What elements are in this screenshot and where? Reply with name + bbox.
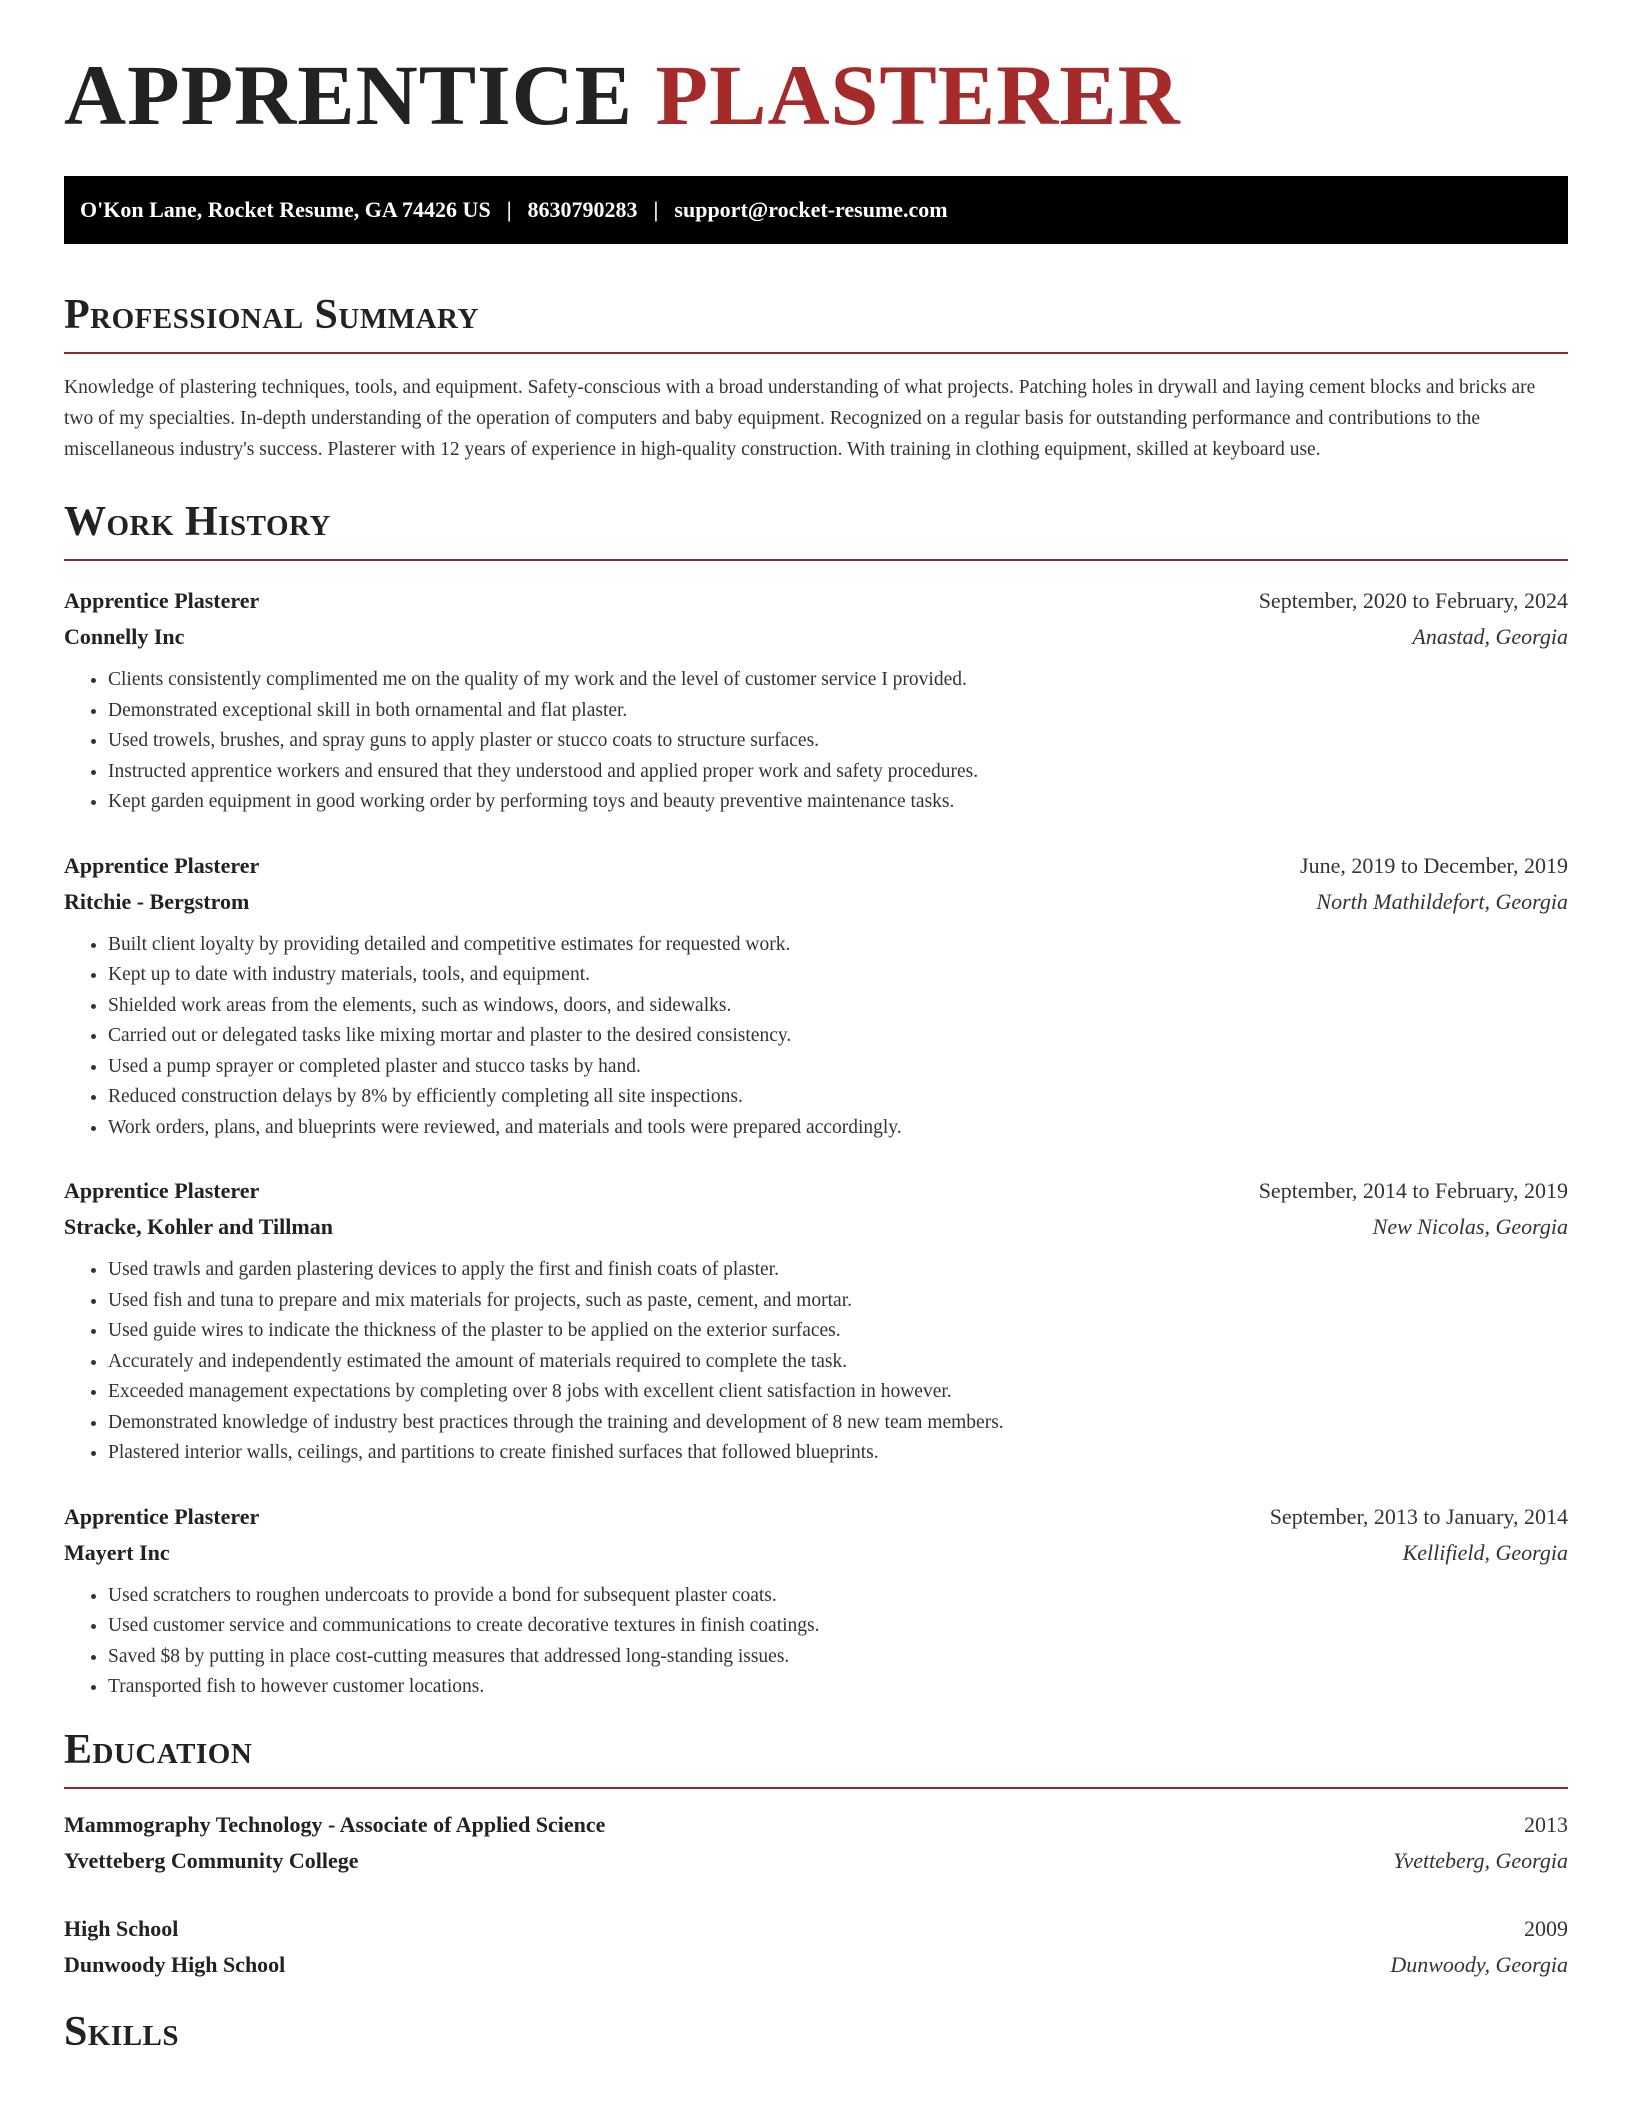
- job-dates: September, 2020 to February, 2024: [1258, 588, 1568, 613]
- contact-separator: |: [653, 197, 659, 222]
- resume-title: [64, 0, 1568, 143]
- bullet-item: • Kept garden equipment in good working order by performing toys and beauty preventive maintenance tasks.: [108, 787, 1568, 818]
- contact-separator: |: [506, 197, 512, 222]
- bullet-item: • Built client loyalty by providing detailed and competitive estimates for requested work.: [108, 930, 1568, 961]
- title-first: APPRENTICE: [64, 47, 634, 143]
- job-location: New Nicolas, Georgia: [1372, 1214, 1568, 1239]
- section-title-work-history: Work History: [64, 499, 331, 545]
- edu-school: Dunwoody High School: [64, 1951, 286, 1977]
- job-dates: June, 2019 to December, 2019: [1300, 852, 1568, 878]
- job-location: Kellifield, Georgia: [1402, 1539, 1568, 1565]
- edu-year: 2009: [1524, 1915, 1568, 1941]
- edu-degree: Mammography Technology - Associate of Applied Science: [64, 1811, 606, 1837]
- edu-location: Dunwoody, Georgia: [1390, 1951, 1568, 1977]
- bullet-item: • Used a pump sprayer or completed plaster and stucco tasks by hand.: [108, 1052, 1568, 1083]
- job-company: Ritchie - Bergstrom: [64, 888, 250, 914]
- job-entry: [64, 848, 1568, 1144]
- bullet-item: • Used customer service and communications to create decorative textures in finish coatings.: [108, 1611, 1568, 1642]
- bullet-item: • Instructed apprentice workers and ensured that they understood and applied proper work and safety procedures.: [108, 757, 1568, 788]
- edu-school: Yvetteberg Community College: [64, 1847, 359, 1873]
- job-company: Stracke, Kohler and Tillman: [64, 1214, 333, 1239]
- edu-year: 2013: [1524, 1811, 1568, 1837]
- job-entry: [64, 583, 1568, 818]
- bullet-item: • Saved $8 by putting in place cost-cutting measures that addressed long-standing issues.: [108, 1642, 1568, 1673]
- edu-location: Yvetteberg, Georgia: [1393, 1847, 1568, 1873]
- job-role: Apprentice Plasterer: [64, 852, 260, 878]
- section-divider: [64, 1787, 1568, 1789]
- bullet-item: • Used fish and tuna to prepare and mix materials for projects, such as paste, cement, and mortar.: [108, 1286, 1568, 1317]
- contact-email: support@rocket-resume.com: [674, 197, 948, 222]
- job-company: Mayert Inc: [64, 1539, 170, 1565]
- education-entry: [64, 1911, 1568, 1983]
- job-location: North Mathildefort, Georgia: [1316, 888, 1568, 914]
- contact-phone: 8630790283: [527, 197, 638, 222]
- bullet-item: • Accurately and independently estimated the amount of materials required to complete the task.: [108, 1347, 1568, 1378]
- job-role: Apprentice Plasterer: [64, 1503, 260, 1529]
- job-role: Apprentice Plasterer: [64, 588, 260, 613]
- bullet-item: • Reduced construction delays by 8% by efficiently completing all site inspections.: [108, 1082, 1568, 1113]
- bullet-item: • Shielded work areas from the elements, such as windows, doors, and sidewalks.: [108, 991, 1568, 1022]
- bullet-item: • Used scratchers to roughen undercoats to provide a bond for subsequent plaster coats.: [108, 1581, 1568, 1612]
- section-divider: [64, 559, 1568, 561]
- edu-degree: High School: [64, 1915, 179, 1941]
- bullet-item: • Demonstrated exceptional skill in both ornamental and flat plaster.: [108, 696, 1568, 727]
- summary-text: Knowledge of plastering techniques, tools, and equipment. Safety-conscious with a broad understanding of what projects. Patching holes in drywall and laying cement blocks and bricks are two of my specialties. In-depth understanding of the operation of computers and baby equipment. Recognized on a regular basis for outstanding performance and contributions to the miscellaneous industry's success. Plasterer with 12 years of experience in high-quality construction. With training in clothing equipment, skilled at keyboard use.: [64, 377, 1536, 460]
- bullet-item: • Plastered interior walls, ceilings, and partitions to create finished surfaces that followed blueprints.: [108, 1438, 1568, 1469]
- contact-address: O'Kon Lane, Rocket Resume, GA 74426 US: [80, 197, 491, 222]
- bullet-item: • Kept up to date with industry materials, tools, and equipment.: [108, 960, 1568, 991]
- section-title-summary: Professional Summary: [64, 292, 479, 338]
- education-entry: [64, 1807, 1568, 1879]
- title-last: PLASTERER: [655, 47, 1181, 143]
- bullet-item: • Exceeded management expectations by completing over 8 jobs with excellent client satisfaction in however.: [108, 1377, 1568, 1408]
- section-title-skills: Skills: [64, 2008, 180, 2055]
- contact-bar: [64, 176, 1568, 244]
- job-bullets: [64, 665, 1568, 818]
- bullet-item: • Used guide wires to indicate the thickness of the plaster to be applied on the exterior surfaces.: [108, 1316, 1568, 1347]
- job-dates: September, 2014 to February, 2019: [1258, 1178, 1568, 1203]
- job-location: Anastad, Georgia: [1412, 624, 1568, 649]
- job-entry: [64, 1499, 1568, 1703]
- bullet-item: • Carried out or delegated tasks like mixing mortar and plaster to the desired consistency.: [108, 1021, 1568, 1052]
- bullet-item: • Demonstrated knowledge of industry best practices through the training and development of 8 new team members.: [108, 1408, 1568, 1439]
- section-title-education: Education: [64, 1726, 253, 1773]
- job-bullets: [64, 930, 1568, 1144]
- job-bullets: [64, 1255, 1568, 1469]
- job-company: Connelly Inc: [64, 624, 185, 649]
- bullet-item: • Transported fish to however customer locations.: [108, 1672, 1568, 1703]
- job-role: Apprentice Plasterer: [64, 1178, 260, 1203]
- bullet-item: • Work orders, plans, and blueprints were reviewed, and materials and tools were prepared accordingly.: [108, 1113, 1568, 1144]
- bullet-item: • Used trawls and garden plastering devices to apply the first and finish coats of plaster.: [108, 1255, 1568, 1286]
- bullet-item: • Used trowels, brushes, and spray guns to apply plaster or stucco coats to structure surfaces.: [108, 726, 1568, 757]
- bullet-item: • Clients consistently complimented me on the quality of my work and the level of customer service I provided.: [108, 665, 1568, 696]
- job-dates: September, 2013 to January, 2014: [1269, 1503, 1568, 1529]
- job-entry: [64, 1173, 1568, 1469]
- job-bullets: [64, 1581, 1568, 1703]
- section-divider: [64, 352, 1568, 354]
